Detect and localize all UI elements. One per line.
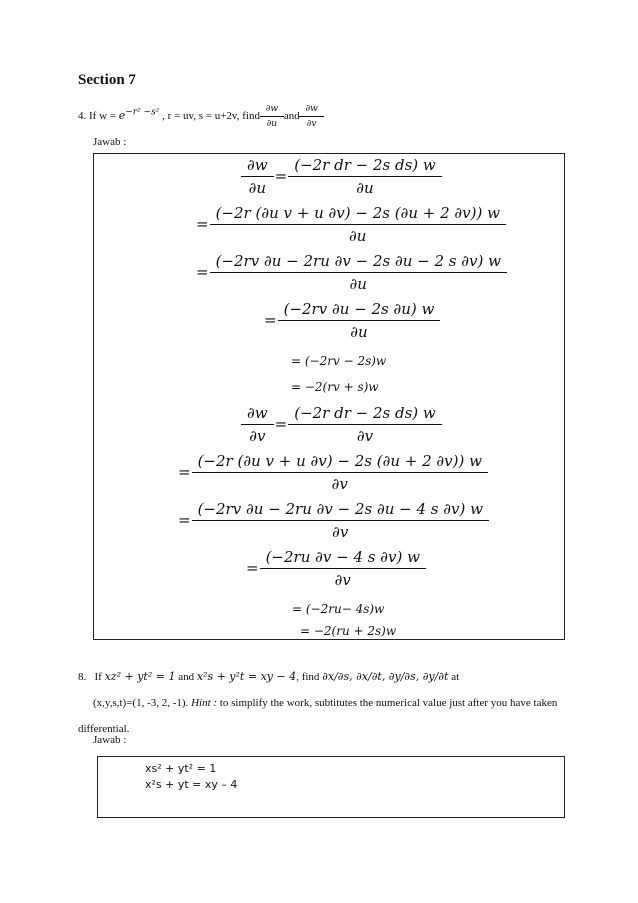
question-8: 8. If xz² + yt² = 1 and x²s + y²t = xy − 4, find ∂x/∂s, ∂x/∂t, ∂y/∂s, ∂y/∂t at (x,y,s,t)=(1, -3, 2, -1). Hint : to simplify the work, subtitutes the numerical value just after you have taken differential. [78, 670, 558, 735]
solution-line-4: = $\frac{(-2rv \partial u - 2s \partial u) w}{\partial u}$ [260, 300, 437, 341]
jawab-label: Jawab : [93, 136, 127, 148]
jawab-label-2: Jawab : [93, 734, 127, 746]
solution-line-7: $\frac{\partial w}{\partial v}$ = $\frac{\text{(−2r dr − 2s ds) w}}{\partial v}$ [244, 404, 439, 445]
answer-line-1: xs² + yt² = 1 [145, 762, 217, 775]
solution-box [93, 153, 565, 640]
partials-list: ∂x/∂s, ∂x/∂t, ∂y/∂s, ∂y/∂t [322, 670, 449, 683]
question-number: 8. [78, 671, 87, 683]
and-text: and [283, 110, 300, 123]
solution-line-6: = −2(rv + s)w [291, 380, 379, 394]
question-4 [78, 104, 321, 129]
fraction-dw-du: $\frac{\partial w}{\partial u}$ [263, 104, 281, 129]
hint-label: Hint : [191, 697, 218, 709]
solution-line-9: = $\frac{(-2rv \partial u - 2ru \partial v - 2s \partial u - 4 s \partial v) w}{\partial v}$ [174, 500, 486, 541]
question-text: If w = [89, 110, 119, 123]
solution-line-8: = $\frac{\text{(−2r (∂u v + u ∂v) − 2s (∂u + 2 ∂v)) w}}{\partial v}$ [174, 452, 485, 493]
section-title: Section 7 [78, 72, 136, 88]
exp-base: e [118, 109, 126, 123]
fraction-dw-dv: $\frac{\partial w}{\partial v}$ [302, 104, 320, 129]
question-number: 4. [78, 110, 87, 123]
solution-line-3: = $\frac{(-2rv \partial u - 2ru \partial v - 2s \partial u - 2 s \partial v) w}{\partial u}$ [192, 252, 504, 293]
exp-power: −r² −s² [125, 107, 160, 118]
equation-1: xz² + yt² = 1 [104, 670, 176, 683]
equation-2: x²s + y²t = xy − 4 [196, 670, 297, 683]
solution-line-12: = −2(ru + 2s)w [300, 624, 397, 638]
solution-line-5: = (−2rv − 2s)w [291, 354, 387, 368]
question-text-b: , r = uv, s = u+2v, find [162, 110, 260, 123]
answer-box [97, 756, 565, 818]
answer-line-2: x²s + yt = xy – 4 [145, 778, 238, 791]
solution-line-1: $\frac{\partial w}{\partial u}$ = $\frac{\text{(−2r dr − 2s ds) w}}{\partial u}$ [244, 156, 439, 197]
solution-line-2: = $\frac{\text{(−2r (∂u v + u ∂v) − 2s (∂u + 2 ∂v)) w}}{\partial u}$ [192, 204, 503, 245]
solution-line-10: = $\frac{(-2ru \partial v - 4 s \partial v) w}{\partial v}$ [242, 548, 423, 589]
solution-line-11: = (−2ru− 4s)w [292, 602, 385, 616]
